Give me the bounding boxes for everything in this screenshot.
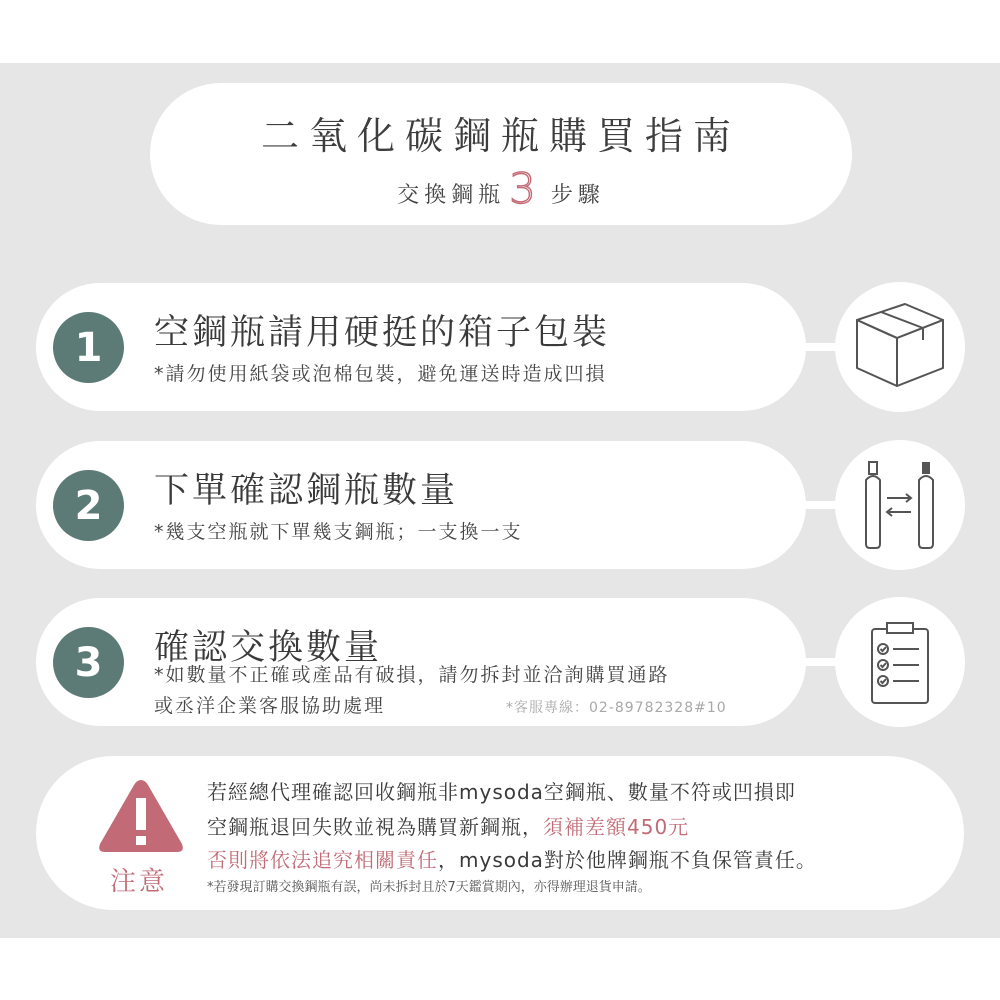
- step-icon-circle: [835, 440, 965, 570]
- step-number-badge: 3: [53, 627, 124, 698]
- step-card-2: [36, 441, 806, 569]
- warning-line-1: 若經總代理確認回收鋼瓶非mysoda空鋼瓶、數量不符或凹損即: [207, 780, 796, 804]
- step-card-3: [36, 598, 806, 726]
- warning-legal-notice: 否則將依法追究相關責任: [207, 848, 438, 872]
- step-icon-circle: [835, 597, 965, 727]
- step-number-badge: 1: [53, 312, 124, 383]
- page-subtitle: [150, 164, 852, 213]
- step-note-line2: 或丞洋企業客服協助處理: [154, 695, 386, 717]
- warning-line-3-text: ，mysoda對於他牌鋼瓶不負保管責任。: [438, 848, 817, 872]
- warning-footnote: *若發現訂購交換鋼瓶有誤，尚未拆封且於7天鑑賞期內，亦得辦理退貨申請。: [207, 880, 651, 895]
- box-icon: [835, 282, 965, 412]
- title-card: [150, 83, 852, 225]
- step-title: 空鋼瓶請用硬挺的箱子包裝: [154, 313, 611, 353]
- warning-surcharge: 須補差額450元: [543, 815, 690, 839]
- step-card-1: [36, 283, 806, 411]
- step-icon-circle: [835, 282, 965, 412]
- warning-line-2: [207, 811, 689, 840]
- warning-card: [36, 756, 964, 910]
- warning-line-3: [207, 844, 817, 873]
- subtitle-suffix: 步驟: [550, 183, 605, 208]
- step-title: 下單確認鋼瓶數量: [154, 471, 459, 511]
- cylinder-exchange-icon: [835, 440, 965, 570]
- step-note: *如數量不正確或產品有破損，請勿拆封並洽詢購買通路: [154, 664, 670, 686]
- checklist-icon: [835, 597, 965, 727]
- step-number-badge: 2: [53, 470, 124, 541]
- step-note: *請勿使用紙袋或泡棉包裝，避免運送時造成凹損: [154, 363, 607, 385]
- service-hotline: *客服專線：02-89782328#10: [506, 700, 727, 716]
- warning-line-2-text: 空鋼瓶退回失敗並視為購買新鋼瓶，: [207, 815, 543, 839]
- step-note: *幾支空瓶就下單幾支鋼瓶；一支換一支: [154, 521, 523, 543]
- warning-label: 注意: [110, 867, 169, 897]
- warning-triangle-icon: [96, 776, 186, 856]
- subtitle-prefix: 交換鋼瓶: [397, 183, 506, 208]
- step-title: 確認交換數量: [154, 628, 383, 668]
- subtitle-step-count: 3: [509, 164, 541, 213]
- page-title: 二氧化碳鋼瓶購買指南: [260, 114, 741, 158]
